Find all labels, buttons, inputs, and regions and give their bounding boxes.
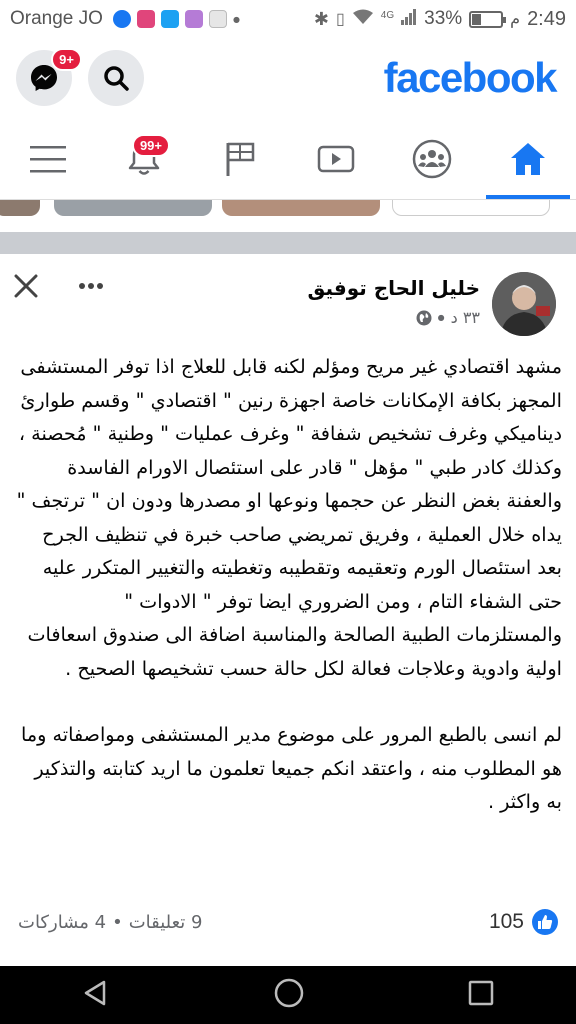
home-button[interactable]	[274, 978, 304, 1012]
bluetooth-icon: ✱	[313, 8, 329, 29]
hide-post-button[interactable]	[10, 270, 42, 302]
gallery-notification-icon	[185, 10, 203, 28]
header-actions	[16, 50, 144, 106]
story-card[interactable]	[54, 200, 212, 216]
home-icon	[509, 141, 547, 177]
post-text	[14, 350, 562, 852]
battery-fill	[472, 14, 481, 25]
search-button[interactable]	[88, 50, 144, 106]
author-name[interactable]: خليل الحاج توفيق	[307, 276, 480, 300]
globe-icon	[416, 310, 432, 326]
status-bar	[0, 0, 576, 38]
wifi-icon	[352, 9, 374, 30]
tab-notifications[interactable]	[96, 118, 192, 199]
story-card[interactable]	[222, 200, 380, 216]
network-type: 4G	[380, 9, 395, 21]
mail-notification-icon	[209, 10, 227, 28]
author-photo	[492, 272, 556, 336]
author-avatar[interactable]	[492, 272, 556, 336]
vibrate-off-icon: ▯	[335, 11, 345, 28]
facebook-logo: facebook	[383, 54, 556, 101]
story-card[interactable]	[392, 200, 550, 216]
notifications-badge: 99+	[132, 134, 170, 157]
battery-percent: 33%	[424, 8, 463, 29]
menu-icon	[30, 145, 66, 173]
engagement-counts	[18, 912, 202, 933]
time-suffix: م	[510, 11, 521, 28]
recents-icon	[468, 980, 494, 1006]
feed-post	[0, 254, 576, 966]
meta-dot: ●	[437, 313, 445, 322]
post-paragraph: لم انسى بالطبع المرور على موضوع مدير المستشفى ومواصفاته وما هو المطلوب منه ، واعتقد انكم جميعا تعلمون ما اريد كتابته والتذكير به واكثر .	[20, 723, 562, 813]
shares-count[interactable]: 4 مشاركات	[18, 911, 107, 933]
close-icon	[14, 274, 38, 298]
post-stats	[18, 900, 558, 944]
story-card[interactable]	[0, 200, 40, 216]
home-circle-icon	[274, 978, 304, 1008]
pages-flag-icon	[223, 140, 257, 178]
post-paragraph: مشهد اقتصادي غير مريح ومؤلم لكنه قابل للعلاج اذا توفر المستشفى المجهز بكافة الإمكانات خاصة اجهزة رنين " اقتصادي " وقسم طوارئ ديناميكي وغرف تشخيص شفافة " وغرف عمليات " وطنية " مُحصنة ، وكذلك كادر طبي " مؤهل " قادر على استئصال الاورام الفاسدة والعفنة بغض النظر عن حجمها ونوعها او مصدرها ودون ان " ترتجف " يداه خلال العملية ، وفريق تمريضي صاحب خبرة في تنظيف الجرح بعد استئصال الورم وتعقيمه وتقطيبه وتغطيته والتغيير المتكرر عليه حتى الشفاء التام ، ومن الضروري ايضا توفر " الادوات " والمستلزمات الطبية الصالحة والمناسبة اضافة الى صندوق اسعافات اولية وادوية وعلاجات فعالة لكل حالة حسب تشخيصها الصحيح .	[16, 355, 562, 680]
tab-menu[interactable]	[0, 118, 96, 199]
feed-divider	[0, 232, 576, 254]
comments-count[interactable]: 9 تعليقات	[128, 911, 203, 933]
back-icon	[82, 979, 110, 1007]
likes-count: 105	[488, 910, 524, 933]
post-meta	[416, 308, 480, 327]
signal-icon	[401, 9, 417, 30]
main-tab-bar	[0, 118, 576, 200]
system-nav-bar	[0, 966, 576, 1024]
back-button[interactable]	[82, 979, 110, 1011]
status-right	[314, 8, 566, 31]
app-header	[0, 38, 576, 118]
stats-separator: •	[112, 911, 123, 933]
clock: 2:49	[527, 7, 566, 30]
search-icon	[102, 64, 130, 92]
facebook-notification-icon	[113, 10, 131, 28]
like-reaction-icon	[532, 909, 558, 935]
post-options-button[interactable]	[78, 272, 104, 292]
more-notifications-icon: ●	[232, 14, 240, 24]
post-time[interactable]: ٣٣ د	[450, 308, 480, 327]
messenger-badge: 9+	[51, 48, 82, 71]
twitter-notification-icon	[161, 10, 179, 28]
tab-watch[interactable]	[288, 118, 384, 199]
status-left	[10, 8, 240, 30]
stories-strip[interactable]	[0, 200, 576, 218]
tab-pages[interactable]	[192, 118, 288, 199]
tab-groups[interactable]	[384, 118, 480, 199]
messenger-button[interactable]	[16, 50, 72, 106]
reactions-summary[interactable]	[489, 909, 558, 935]
recents-button[interactable]	[468, 980, 494, 1010]
more-options-icon	[78, 282, 104, 290]
carrier-name: Orange JO	[10, 8, 103, 29]
app-notification-icon	[137, 10, 155, 28]
battery-icon	[469, 11, 503, 28]
watch-icon	[317, 143, 355, 175]
tab-home[interactable]	[480, 118, 576, 199]
groups-icon	[412, 139, 452, 179]
